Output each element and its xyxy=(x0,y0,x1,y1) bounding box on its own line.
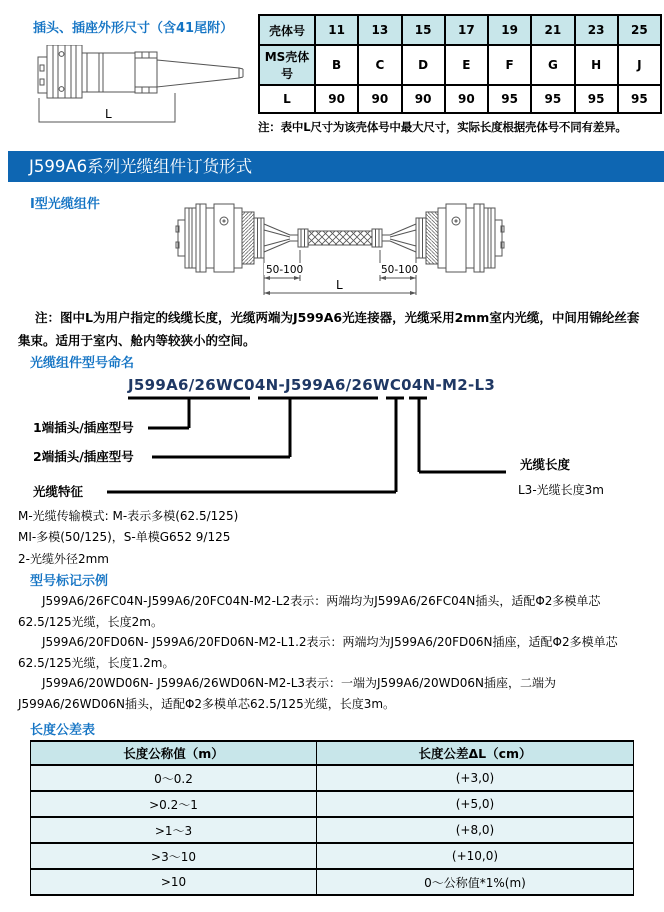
table-row xyxy=(259,45,661,85)
tolerance-cell: (+3,0) xyxy=(317,765,634,791)
dim-label-left: 50-100 xyxy=(266,264,304,276)
table-row xyxy=(31,791,634,817)
shell-cell: 95 xyxy=(618,85,661,113)
tolerance-cell: 0～公称值*1%(m) xyxy=(317,869,634,895)
callout-cable-feature-label: 光缆特征 xyxy=(33,484,84,499)
shell-cell: 19 xyxy=(488,15,531,45)
tolerance-cell: (+5,0) xyxy=(317,791,634,817)
section-heading-outline-dimensions: 插头、插座外形尺寸（含41尾附） xyxy=(33,21,234,36)
shell-row-label: L xyxy=(259,85,315,113)
shell-cell: 95 xyxy=(575,85,618,113)
example-paragraph: J599A6/20WD06N- J599A6/26WD06N-M2-L3表示：一端为J599A6/20WD06N插座，二端为J599A6/26WD06N插头，适配Φ2多模单芯62.5/125光缆，长度3m。 xyxy=(18,676,556,711)
callout-cable-length-desc: L3-光缆长度3m xyxy=(518,483,604,497)
example-paragraphs xyxy=(18,591,654,714)
shell-cell: 17 xyxy=(445,15,488,45)
table-row xyxy=(31,765,634,791)
callout-end1-label: 1端插头/插座型号 xyxy=(33,420,134,435)
assembly-note-line1: 注：图中L为用户指定的线缆长度，光缆两端为J599A6光连接器，光缆采用2mm室内光缆，中间用锦纶丝套 xyxy=(35,310,640,325)
tolerance-cell: >0.2～1 xyxy=(31,791,317,817)
shell-size-table xyxy=(258,14,662,114)
shell-cell: 90 xyxy=(402,85,445,113)
feature-line-transmission-mode: M-光缆传输模式: M-表示多模(62.5/125) xyxy=(18,509,239,523)
shell-row-label: MS壳体号 xyxy=(259,45,315,85)
plug-outline-drawing xyxy=(15,45,250,130)
shell-cell: 15 xyxy=(402,15,445,45)
table-row xyxy=(31,869,634,895)
shell-cell: D xyxy=(402,45,445,85)
tolerance-cell: 0～0.2 xyxy=(31,765,317,791)
shell-cell: 25 xyxy=(618,15,661,45)
shell-cell: 13 xyxy=(358,15,401,45)
table-row xyxy=(31,843,634,869)
cable-assembly-drawing xyxy=(175,195,505,305)
callout-cable-length-label: 光缆长度 xyxy=(520,457,571,472)
tolerance-heading: 长度公差表 xyxy=(30,723,96,738)
table-row xyxy=(31,741,634,765)
tolerance-cell: (+10,0) xyxy=(317,843,634,869)
shell-cell: 21 xyxy=(531,15,574,45)
dim-label-total-length: L xyxy=(336,278,343,292)
tolerance-cell: (+8,0) xyxy=(317,817,634,843)
assembly-note-line2: 集束。适用于室内、舱内等较狭小的空间。 xyxy=(18,333,256,348)
shell-cell: E xyxy=(445,45,488,85)
section-banner: J599A6系列光缆组件订货形式 xyxy=(8,151,664,182)
shell-cell: G xyxy=(531,45,574,85)
tolerance-cell: >10 xyxy=(31,869,317,895)
shell-cell: 90 xyxy=(358,85,401,113)
feature-line-mode-options: MI-多模(50/125)，S-单模G652 9/125 xyxy=(18,530,231,544)
table-row xyxy=(259,85,661,113)
shell-cell: 95 xyxy=(531,85,574,113)
examples-heading: 型号标记示例 xyxy=(30,574,109,589)
feature-line-cable-diameter: 2-光缆外径2mm xyxy=(18,552,109,566)
shell-cell: 90 xyxy=(315,85,358,113)
naming-heading: 光缆组件型号命名 xyxy=(30,356,135,371)
tolerance-cell: >1～3 xyxy=(31,817,317,843)
assembly-type-heading: I型光缆组件 xyxy=(30,197,100,212)
example-paragraph: J599A6/26FC04N-J599A6/20FC04N-M2-L2表示：两端均为J599A6/26FC04N插头，适配Φ2多模单芯62.5/125光缆，长度2m。 xyxy=(18,594,601,629)
shell-cell: F xyxy=(488,45,531,85)
table-row xyxy=(31,817,634,843)
callout-end2-label: 2端插头/插座型号 xyxy=(33,449,134,464)
shell-cell: 23 xyxy=(575,15,618,45)
shell-cell: H xyxy=(575,45,618,85)
shell-cell: J xyxy=(618,45,661,85)
shell-table-note: 注：表中L尺寸为该壳体号中最大尺寸，实际长度根据壳体号不同有差异。 xyxy=(258,120,627,134)
dim-label-right: 50-100 xyxy=(381,264,419,276)
table-row xyxy=(259,15,661,45)
shell-cell: 11 xyxy=(315,15,358,45)
shell-row-label: 壳体号 xyxy=(259,15,315,45)
shell-cell: B xyxy=(315,45,358,85)
tolerance-col1-header: 长度公称值（m） xyxy=(31,741,317,765)
length-tolerance-table xyxy=(30,740,634,896)
model-number: J599A6/26WC04N-J599A6/26WC04N-M2-L3 xyxy=(128,376,496,394)
tolerance-col2-header: 长度公差ΔL（cm） xyxy=(317,741,634,765)
plug-length-dim-label: L xyxy=(105,107,112,121)
example-paragraph: J599A6/20FD06N- J599A6/20FD06N-M2-L1.2表示：两端均为J599A6/20FD06N插座，适配Φ2多模单芯62.5/125光缆，长度1.2m。 xyxy=(18,635,618,670)
shell-cell: C xyxy=(358,45,401,85)
shell-cell: 90 xyxy=(445,85,488,113)
tolerance-cell: >3～10 xyxy=(31,843,317,869)
shell-cell: 95 xyxy=(488,85,531,113)
model-number-callout-diagram xyxy=(0,368,664,513)
